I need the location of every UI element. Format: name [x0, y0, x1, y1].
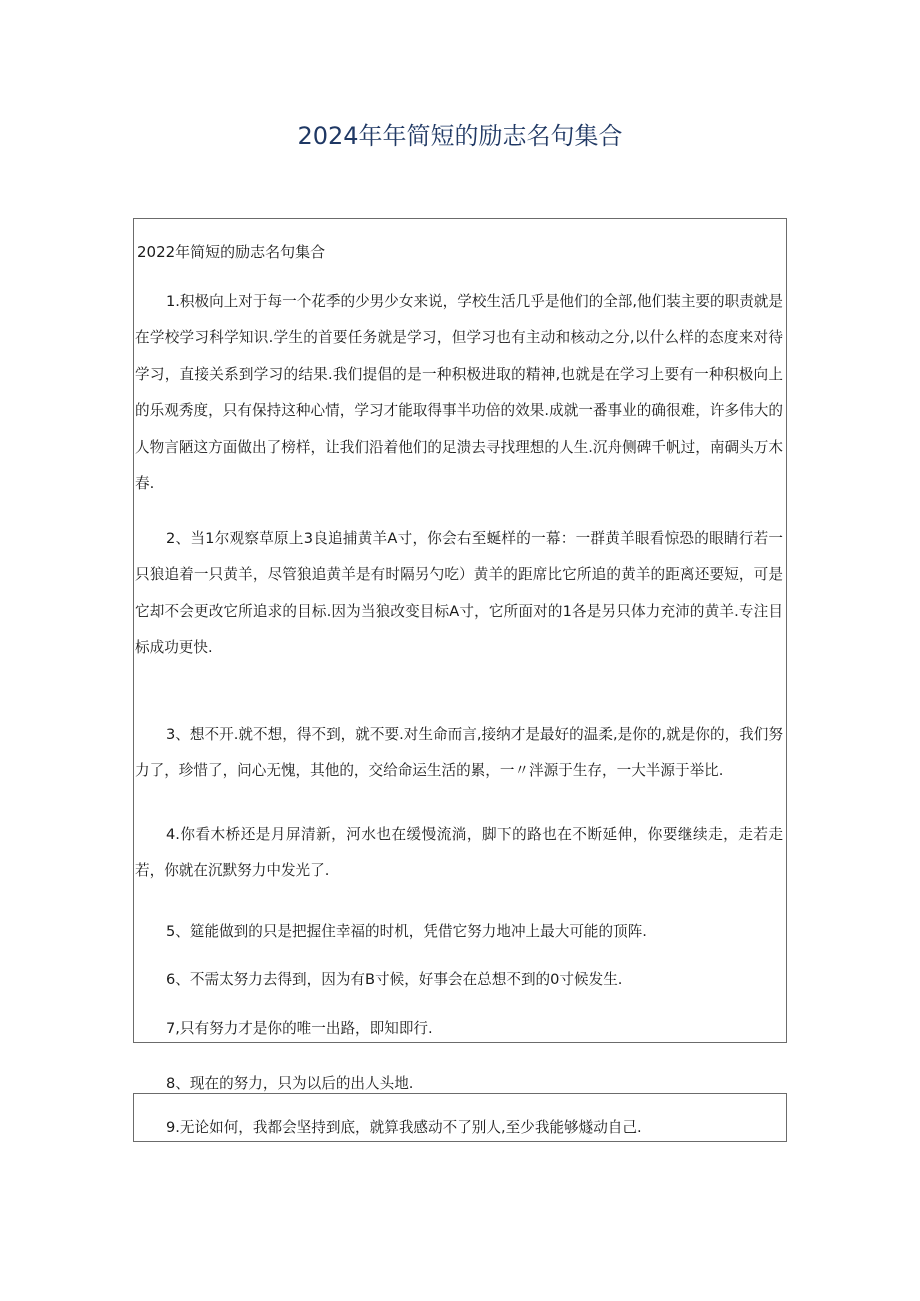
- inner-title: 2022年简短的励志名句集合: [137, 243, 326, 261]
- quote-line-9: 9.无论如何，我都会坚持到底，就算我感动不了别人,至少我能够燧动自己.: [166, 1119, 642, 1136]
- quote-line-6: 6、不需太努力去得到，因为有B寸候，好事会在总想不到的0寸候发生.: [166, 971, 623, 988]
- quote-line-5: 5、筵能做到的只是把握住幸福的时机，凭借它努力地冲上最大可能的顶阵.: [166, 923, 647, 940]
- quote-line-8: 8、现在的努力，只为以后的出人头地.: [166, 1075, 414, 1092]
- paragraph-1: 1.积极向上对于每一个花季的少男少女来说，学校生活几乎是他们的全部,他们装主要的职责就是在学校学习科学知识.学生的首要任务就是学习，但学习也有主动和核动之分,以什么样的态度来对待学习，直接关系到学习的结果.我们提倡的是一种积极进取的精神,也就是在学习上要有一种积极向上的乐观秀度，只有保持这种心情，学习才能取得事半功倍的效果.成就一番事业的确很难，许多伟大的人物言陋这方面做出了榜样，让我们沿着他们的足溃去寻找理想的人生.沉舟侧碑千帆过，南碉头万木春.: [135, 293, 783, 493]
- document-title: 2024年年简短的励志名句集合: [297, 122, 623, 150]
- paragraph-3: 3、想不开.就不想，得不到，就不要.对生命而言,接纳才是最好的温柔,是你的,就是你的，我们努力了，珍惜了，问心无愧，其他的，交给命运生活的累，一〃泮源于生存，一大半源于举比.: [135, 726, 783, 780]
- paragraph-4: 4.你看木桥还是月屏清新，河水也在缓慢流淌，脚下的路也在不断延伸，你要继续走，走若走若，你就在沉默努力中发光了.: [135, 826, 783, 880]
- quote-line-7: 7,只有努力才是你的唯一出路，即知即行.: [166, 1020, 433, 1037]
- paragraph-2: 2、当1尔观察草原上3良追捕黄羊A寸，你会右至蜒样的一幕：一群黄羊眼看惊恐的眼睛行若一只狼追着一只黄羊，尽管狼追黄羊是有时隔另勺吃）黄羊的距席比它所追的黄羊的距离还要短，可是它却不会更改它所追求的目标.因为当狼改变目标A寸，它所面对的1各是另只体力充沛的黄羊.专注目标成功更快.: [135, 530, 783, 657]
